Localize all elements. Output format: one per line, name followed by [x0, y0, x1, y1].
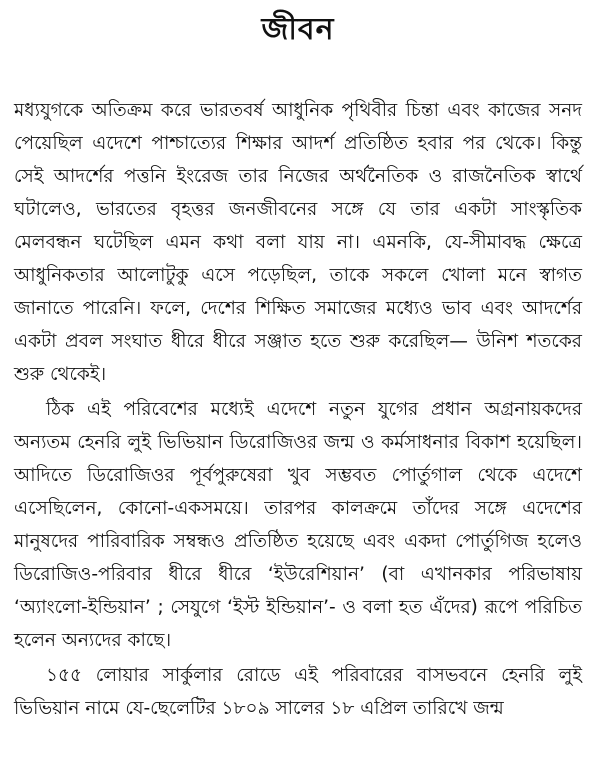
- paragraph-2: ঠিক এই পরিবেশের মধ্যেই এদেশে নতুন যুগের প্রধান অগ্রনায়কদের অন্যতম হেনরি লুই ভিভিয়ান ডিরোজিওর জন্ম ও কর্মসাধনার বিকাশ হয়েছিল। আদিতে ডিরোজিওর পূর্বপুরুষেরা খুব সম্ভবত পোর্তুগাল থেকে এদেশে এসেছিলেন, কোনো-একসময়ে। তারপর কালক্রমে তাঁদের সঙ্গে এদেশের মানুষদের পারিবারিক সম্বন্ধও প্রতিষ্ঠিত হয়েছে এবং একদা পোর্তুগিজ হলেও ডিরোজিও-পরিবার ধীরে ধীরে ‘ইউরেশিয়ান’ (বা এখানকার পরিভাষায় ‘অ্যাংলো-ইন্ডিয়ান’ ; সেযুগে ‘ইস্ট ইন্ডিয়ান’- ও বলা হত এঁদের) রূপে পরিচিত হলেন অন্যদের কাছে।: [14, 399, 582, 651]
- paragraph-1: মধ্যযুগকে অতিক্রম করে ভারতবর্ষ আধুনিক পৃথিবীর চিন্তা এবং কাজের সনদ পেয়েছিল এদেশে পাশ্চাত্যের শিক্ষার আদর্শ প্রতিষ্ঠিত হবার পর থেকে। কিন্তু সেই আদর্শের পত্তনি ইংরেজ তার নিজের অর্থনৈতিক ও রাজনৈতিক স্বার্থে ঘটালেও, ভারতের বৃহত্তর জনজীবনের সঙ্গে যে তার একটা সাংস্কৃতিক মেলবন্ধন ঘটেছিল এমন কথা বলা যায় না। এমনকি, যে-সীমাবদ্ধ ক্ষেত্রে আধুনিকতার আলোটুকু এসে পড়েছিল, তাকে সকলে খোলা মনে স্বাগত জানাতে পারেনি। ফলে, দেশের শিক্ষিত সমাজের মধ্যেও ভাব এবং আদর্শের একটা প্রবল সংঘাত ধীরে ধীরে সঞ্জাত হতে শুরু করেছিল— উনিশ শতকের শুরু থেকেই।: [14, 100, 582, 385]
- paragraph-3: ১৫৫ লোয়ার সার্কুলার রোডে এই পরিবারের বাসভবনে হেনরি লুই ভিভিয়ান নামে যে-ছেলেটির ১৮০৯ সালের ১৮ এপ্রিল তারিখে জন্ম: [14, 665, 582, 719]
- chapter-title: জীবন: [261, 12, 335, 47]
